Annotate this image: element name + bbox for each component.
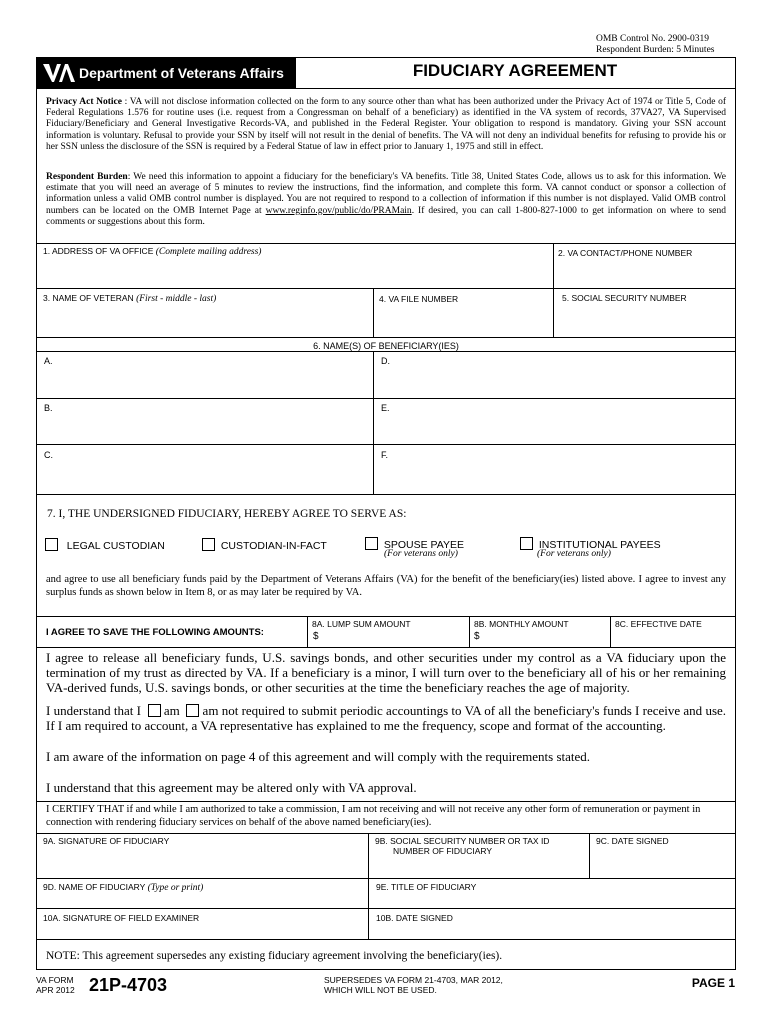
fiduciary-ssn-label: 9B. SOCIAL SECURITY NUMBER OR TAX ID NUMBER OF FIDUCIARY <box>375 836 550 856</box>
monthly-amount-label: 8B. MONTHLY AMOUNT <box>474 619 569 629</box>
effective-date-label: 8C. EFFECTIVE DATE <box>615 619 702 629</box>
veteran-name-field[interactable] <box>37 289 373 337</box>
beneficiary-b-label: B. <box>44 403 53 413</box>
va-form-label: VA FORM <box>36 975 74 985</box>
custodian-in-fact-option: CUSTODIAN-IN-FACT <box>202 538 327 552</box>
aware-statement: I am aware of the information on page 4 of this agreement and will comply with the requirements stated. <box>46 749 591 764</box>
va-contact-phone-label: 2. VA CONTACT/PHONE NUMBER <box>558 248 693 258</box>
fiduciary-ssn-field[interactable] <box>369 834 589 878</box>
form-number: 21P-4703 <box>89 975 168 995</box>
am-required-checkbox[interactable] <box>148 704 161 717</box>
save-amounts-label: I AGREE TO SAVE THE FOLLOWING AMOUNTS: <box>46 627 264 638</box>
burden-text-b: . If desired, you can call 1-800-827-1000 to get information on where to send comments or suggestions about this form. <box>46 205 726 227</box>
beneficiaries-heading: 6. NAME(S) OF BENEFICIARY(IES) <box>313 341 459 351</box>
beneficiary-a-field[interactable] <box>37 352 373 398</box>
address-va-office-label: 1. ADDRESS OF VA OFFICE (Complete mailing address) <box>43 246 262 257</box>
beneficiary-e-label: E. <box>381 403 390 413</box>
agree-statement: and agree to use all beneficiary funds paid by the Department of Veterans Affairs (VA) for the benefit of the beneficiary(ies) listed above. I agree to invest any surplus funds as shown below in Item 8, or as may later be required by VA. <box>46 574 726 598</box>
va-file-number-field[interactable] <box>374 289 553 337</box>
agency-banner <box>37 58 295 88</box>
omb-link[interactable]: www.reginfo.gov/public/do/PRAMain <box>265 205 412 216</box>
certify-statement: I CERTIFY THAT if and while I am authorized to take a commission, I am not receiving and will not receive any other form of remuneration or payment in connection with rendering fiduciary services on behalf of the above named beneficiary(ies). <box>46 804 701 828</box>
form-date: APR 2012 <box>36 985 75 995</box>
social-security-number-field[interactable] <box>554 289 734 337</box>
supersedes-note: NOTE: This agreement supersedes any existing fiduciary agreement involving the beneficiary(ies). <box>46 950 503 962</box>
lump-sum-input[interactable] <box>322 630 467 646</box>
fiduciary-title-field[interactable] <box>369 879 734 908</box>
beneficiary-c-label: C. <box>44 450 53 460</box>
fiduciary-date-signed-label: 9C. DATE SIGNED <box>596 836 669 846</box>
privacy-text: : VA will not disclose information collected on the form to any source other than what has been authorized under the Privacy Act of 1974 or Title 5, Code of Federal Regulations 1.576 for routine uses (i.e. request from a Congressman on behalf of a beneficiary) as identified in the VA system of records, 37VA27, VA Supervised Fiduciary/Beneficiary and General Investigative Records-VA, and published in the Federal Register. Your obligation to respond is mandatory. Giving your SSN account information is voluntary. Refusal to provide your SSN by itself will not result in the denial of benefits. The VA will not deny an individual benefits for refusing to provide his or her SSN unless the disclosure of the SSN is required by a Federal Statue of law in effect prior to January 1, 1975 and still in effect. <box>46 97 726 152</box>
lump-sum-label: 8A. LUMP SUM AMOUNT <box>312 619 411 629</box>
burden-heading: Respondent Burden <box>46 172 128 182</box>
custodian-in-fact-checkbox[interactable] <box>202 538 215 551</box>
privacy-heading: Privacy Act Notice <box>46 97 122 107</box>
beneficiary-b-field[interactable] <box>37 399 373 444</box>
beneficiary-f-label: F. <box>381 450 389 460</box>
accounting-statement: I understand that I am am not required to submit periodic accountings to VA of all the beneficiary's funds I receive and use. If I am required to account, a VA representative has explained to me the frequency, scope and format of the accounting. <box>46 703 727 733</box>
beneficiary-c-field[interactable] <box>37 445 373 494</box>
legal-custodian-option: LEGAL CUSTODIAN <box>45 538 165 552</box>
institutional-payees-checkbox[interactable] <box>520 537 533 550</box>
altered-statement: I understand that this agreement may be altered only with VA approval. <box>46 780 417 795</box>
fiduciary-signature-label: 9A. SIGNATURE OF FIDUCIARY <box>43 836 170 846</box>
examiner-date-signed-label: 10B. DATE SIGNED <box>376 913 453 923</box>
footer-form-id <box>36 975 75 995</box>
omb-info <box>596 34 714 56</box>
fiduciary-name-field[interactable] <box>37 879 368 908</box>
fiduciary-title-label: 9E. TITLE OF FIDUCIARY <box>376 882 477 892</box>
address-va-office-field[interactable] <box>37 244 553 288</box>
monthly-amount-input[interactable] <box>484 630 608 646</box>
privacy-act-notice <box>46 97 726 153</box>
va-file-number-label: 4. VA FILE NUMBER <box>379 294 459 304</box>
veteran-name-label: 3. NAME OF VETERAN (First - middle - last) <box>43 293 217 304</box>
institutional-payees-note: (For veterans only) <box>537 549 611 559</box>
social-security-number-label: 5. SOCIAL SECURITY NUMBER <box>562 293 687 303</box>
field-examiner-signature-label: 10A. SIGNATURE OF FIELD EXAMINER <box>43 913 200 923</box>
release-statement: I agree to release all beneficiary funds, U.S. savings bonds, and other securities under my control as a VA fiduciary upon the termination of my trust as directed by VA. If a beneficiary is a minor, I will turn over to the beneficiary all of his or her remaining VA-derived funds, U.S. savings bonds, or other securities at the time the beneficiary reaches the age of majority. <box>46 650 726 695</box>
lump-sum-currency: $ <box>313 631 319 642</box>
page-number: PAGE 1 <box>691 976 735 990</box>
spouse-payee-checkbox[interactable] <box>365 537 378 550</box>
monthly-amount-currency: $ <box>474 631 480 642</box>
va-logo-icon <box>42 61 76 85</box>
spouse-payee-option: SPOUSE PAYEE <box>365 537 464 551</box>
beneficiary-e-field[interactable] <box>374 399 734 444</box>
beneficiary-d-label: D. <box>381 356 390 366</box>
beneficiary-a-label: A. <box>44 356 53 366</box>
agency-name: Department of Veterans Affairs <box>79 65 284 81</box>
beneficiary-f-field[interactable] <box>374 445 734 494</box>
form-title: FIDUCIARY AGREEMENT <box>412 61 618 80</box>
beneficiary-d-field[interactable] <box>374 352 734 398</box>
fiduciary-name-label: 9D. NAME OF FIDUCIARY (Type or print) <box>43 882 204 893</box>
institutional-payees-option: INSTITUTIONAL PAYEES <box>520 537 661 551</box>
respondent-burden-minutes: Respondent Burden: 5 Minutes <box>596 45 715 55</box>
spouse-payee-note: (For veterans only) <box>384 549 458 559</box>
effective-date-input[interactable] <box>611 630 734 646</box>
examiner-date-signed-field[interactable] <box>369 909 734 939</box>
omb-control-number: OMB Control No. 2900-0319 <box>596 34 709 44</box>
am-not-required-checkbox[interactable] <box>186 704 199 717</box>
fiduciary-date-signed-field[interactable] <box>590 834 734 878</box>
supersedes-form: SUPERSEDES VA FORM 21-4703, MAR 2012, WHICH WILL NOT BE USED. <box>324 975 503 995</box>
va-contact-phone-field[interactable] <box>554 244 734 288</box>
item7-heading: 7. I, THE UNDERSIGNED FIDUCIARY, HEREBY AGREE TO SERVE AS: <box>47 508 407 520</box>
legal-custodian-checkbox[interactable] <box>45 538 58 551</box>
burden-text-a: : We need this information to appoint a fiduciary for the beneficiary's VA benefits. Title 38, United States Code, allows us to ask for this information. We estimate that you will need an average of 5 minutes to review the instructions, find the information, and complete this form. VA cannot conduct or sponsor a collection of information unless a valid OMB control number is displayed. You are not required to respond to a collection of information if this number is not displayed. Valid OMB control numbers can be located on the OMB Internet Page at <box>46 172 726 216</box>
respondent-burden-notice <box>46 172 726 228</box>
field-examiner-signature-field[interactable] <box>37 909 368 939</box>
fiduciary-signature-field[interactable] <box>37 834 368 878</box>
